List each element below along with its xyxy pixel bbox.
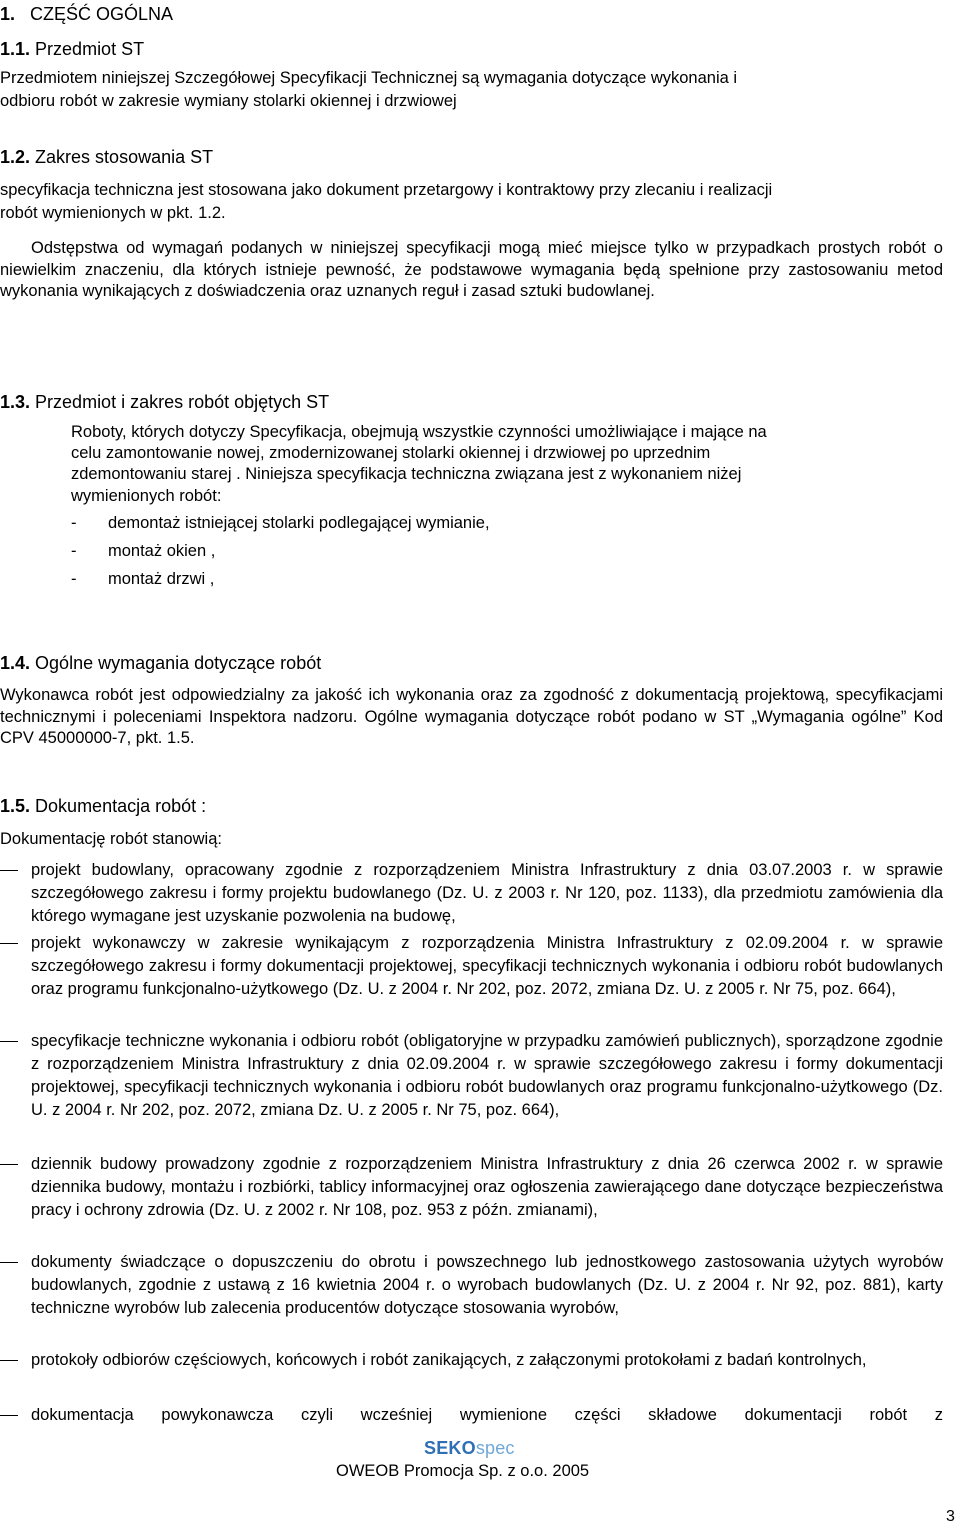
- section-number: 1.: [0, 4, 16, 24]
- bullet-item-text: dziennik budowy prowadzony zgodnie z rozporządzeniem Ministra Infrastruktury z dnia 26 czerwca 2002 r. w sprawie dziennika budowy, montażu i rozbiórki, tablicy informacyjnej oraz ogłoszenia zawierającego dane dotyczące bezpieczeństwa pracy i ochrony zdrowia (Dz. U. z 2002 r. Nr 108, poz. 953 z późn. zmianami),: [31, 1155, 943, 1219]
- section-1-4-heading: [0, 652, 321, 674]
- section-title: CZĘŚĆ OGÓLNA: [30, 4, 174, 24]
- section-title: Dokumentacja robót :: [35, 796, 207, 816]
- section-1-heading: [0, 3, 173, 25]
- bullet-item-text: projekt wykonawczy w zakresie wynikającym z rozporządzenia Ministra Infrastruktury z 02.09.2004 r. w sprawie szczegółowego zakresu i formy dokumentacji projektowej, specyfikacji technicznych wykonania i odbioru robót budowlanych oraz programu funkcjonalno-użytkowego (Dz. U. z 2004 r. Nr 202, poz. 2072, zmiana Dz. U. z 2005 r. Nr 75, poz. 664),: [31, 934, 943, 998]
- bullet-item-text: protokoły odbiorów częściowych, końcowych i robót zanikających, z załączonymi protokołami z badań kontrolnych,: [31, 1351, 867, 1369]
- paragraph-line: Roboty, których dotyczy Specyfikacja, obejmują wszystkie czynności umożliwiające i mające na: [71, 423, 767, 441]
- bullet-item-text: dokumentacja powykonawcza czyli wcześniej wymienione części składowe dokumentacji robót z: [31, 1406, 943, 1424]
- footer-brand-logo: [424, 1438, 515, 1459]
- paragraph-line: wymienionych robót:: [71, 487, 222, 505]
- list-item-text: demontaż istniejącej stolarki podlegającej wymianie,: [108, 514, 490, 532]
- section-1-3-heading: [0, 391, 329, 413]
- page-number: 3: [946, 1508, 955, 1525]
- section-number: 1.1.: [0, 39, 31, 59]
- paragraph-line: robót wymienionych w pkt. 1.2.: [0, 204, 226, 222]
- section-1-1-heading: [0, 38, 144, 60]
- section-number: 1.2.: [0, 147, 31, 167]
- paragraph-line: specyfikacja techniczna jest stosowana jako dokument przetargowy i kontraktowy przy zlecaniu i realizacji: [0, 181, 773, 199]
- brand-part: spec: [475, 1438, 515, 1458]
- bullet-item-text: dokumenty świadczące o dopuszczeniu do obrotu i powszechnego lub jednostkowego zastosowania użytych wyrobów budowlanych, zgodnie z ustawą z 16 kwietnia 2004 r. o wyrobach budowlanych (Dz. U. z 2004 r. Nr 92, poz. 881), karty techniczne wyrobów lub zalecenia producentów dotyczące stosowania wyrobów,: [31, 1253, 943, 1317]
- list-intro: Dokumentację robót stanowią:: [0, 830, 222, 848]
- bullet-item-text: projekt budowlany, opracowany zgodnie z rozporządzeniem Ministra Infrastruktury z dnia 03.07.2003 r. w sprawie szczegółowego zakresu i formy projektu budowlanego (Dz. U. z 2003 r. Nr 120, poz. 1133), dla przedmiotu zamówienia dla którego wymagane jest uzyskanie pozwolenia na budowę,: [31, 861, 943, 925]
- dash-marker: -: [71, 542, 77, 560]
- brand-part: SEKO: [424, 1438, 476, 1458]
- dash-marker: [0, 1164, 18, 1165]
- list-item-text: montaż drzwi ,: [108, 570, 215, 588]
- dash-marker: [0, 943, 18, 944]
- section-title: Przedmiot i zakres robót objętych ST: [35, 392, 330, 412]
- dash-marker: -: [71, 570, 77, 588]
- dash-marker: [0, 1360, 18, 1361]
- dash-marker: -: [71, 514, 77, 532]
- section-number: 1.5.: [0, 796, 31, 816]
- section-title: Ogólne wymagania dotyczące robót: [35, 653, 322, 673]
- footer-company: OWEOB Promocja Sp. z o.o. 2005: [336, 1462, 590, 1480]
- dash-marker: [0, 1041, 18, 1042]
- paragraph-line: celu zamontowanie nowej, zmodernizowanej stolarki okiennej i drzwiowej po uprzednim: [71, 444, 711, 462]
- section-title: Zakres stosowania ST: [35, 147, 214, 167]
- dash-marker: [0, 870, 18, 871]
- section-number: 1.4.: [0, 653, 31, 673]
- section-title: Przedmiot ST: [35, 39, 145, 59]
- section-1-5-heading: [0, 795, 206, 817]
- dash-marker: [0, 1415, 18, 1416]
- paragraph: Odstępstwa od wymagań podanych w niniejszej specyfikacji mogą mieć miejsce tylko w przypadkach prostych robót o niewielkim znaczeniu, dla których istnieje pewność, że podstawowe wymagania będą spełnione przy zastosowaniu metod wykonania wynikających z doświadczenia oraz uznanych reguł i zasad sztuki budowlanej.: [0, 239, 943, 300]
- section-number: 1.3.: [0, 392, 31, 412]
- list-item-text: montaż okien ,: [108, 542, 216, 560]
- paragraph-line: Przedmiotem niniejszej Szczegółowej Specyfikacji Technicznej są wymagania dotyczące wykonania i: [0, 69, 738, 87]
- section-1-2-heading: [0, 146, 213, 168]
- paragraph: Wykonawca robót jest odpowiedzialny za jakość ich wykonania oraz za zgodność z dokumentacją projektową, specyfikacjami technicznymi i poleceniami Inspektora nadzoru. Ogólne wymagania dotyczące robót podano w ST „Wymagania ogólne” Kod CPV 45000000-7, pkt. 1.5.: [0, 686, 943, 747]
- bullet-item-text: specyfikacje techniczne wykonania i odbioru robót (obligatoryjne w przypadku zamówień publicznych), sporządzone zgodnie z rozporządzeniem Ministra Infrastruktury z dnia 02.09.2004 r. w sprawie szczegółowego zakresu i formy dokumentacji projektowej, specyfikacji technicznych wykonania i odbioru robót budowlanych oraz programu funkcjonalno-użytkowego (Dz. U. z 2004 r. Nr 202, poz. 2072, zmiana Dz. U. z 2005 r. Nr 75, poz. 664),: [31, 1032, 943, 1119]
- paragraph-line: zdemontowaniu starej . Niniejsza specyfikacja techniczna związana jest z wykonaniem niżej: [71, 465, 742, 483]
- paragraph-line: odbioru robót w zakresie wymiany stolarki okiennej i drzwiowej: [0, 92, 457, 110]
- dash-marker: [0, 1262, 18, 1263]
